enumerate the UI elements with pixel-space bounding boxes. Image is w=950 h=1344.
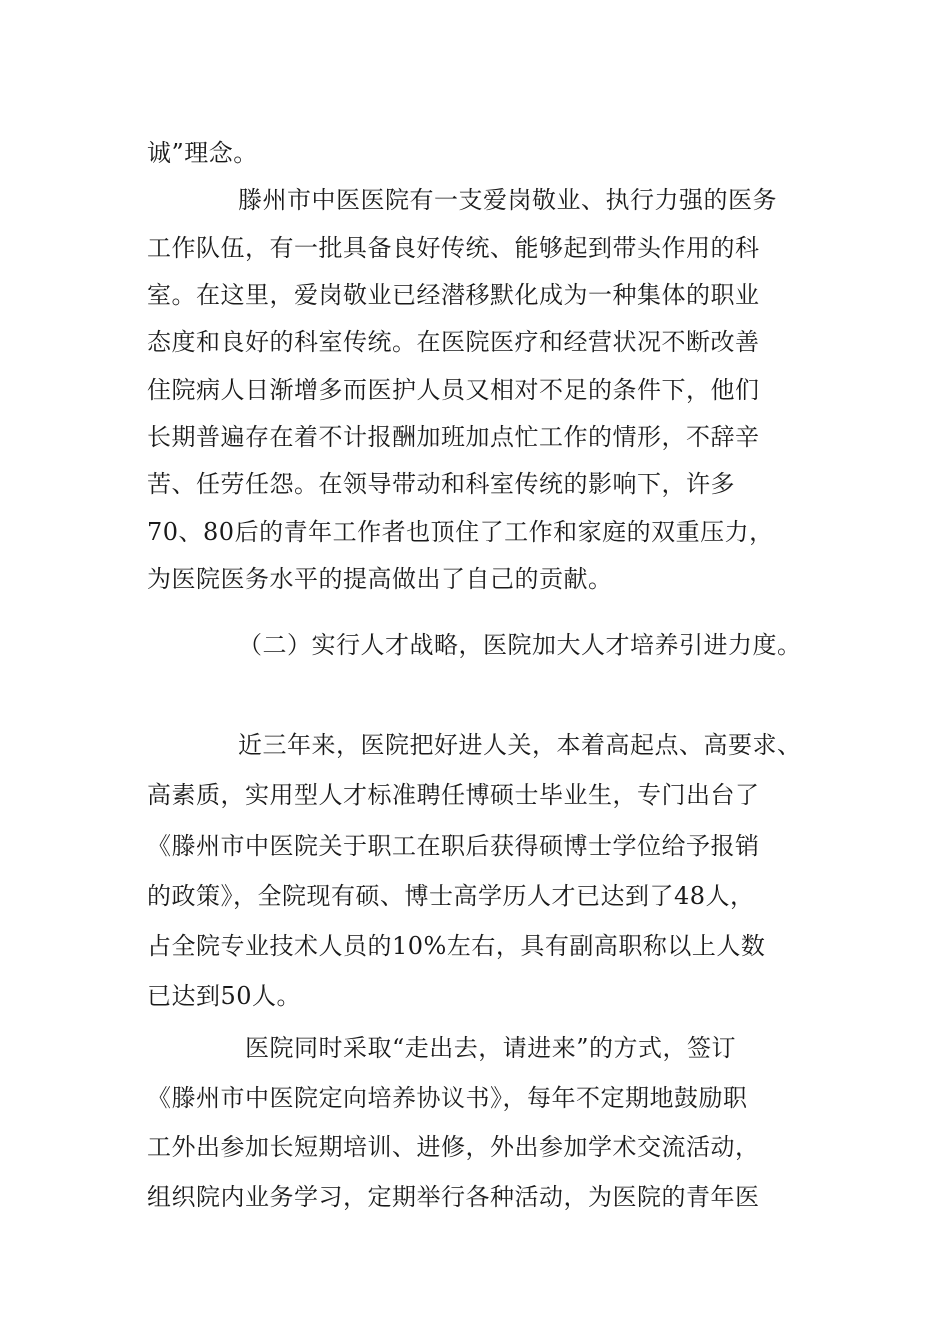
para1-line: 住院病人日渐增多而医护人员又相对不足的条件下，他们 <box>147 376 760 404</box>
para2-line: 的政策》，全院现有硕、博士高学历人才已达到了48人， <box>147 882 755 910</box>
para1-line: 苦、任劳任怨。在领导带动和科室传统的影响下，许多 <box>147 470 735 498</box>
para1-line: 滕州市中医医院有一支爱岗敬业、执行力强的医务 <box>238 186 777 214</box>
para2-line: 近三年来，医院把好进人关，本着高起点、高要求、 <box>238 731 802 759</box>
para3-line: 工外出参加长短期培训、进修，外出参加学术交流活动， <box>147 1133 760 1161</box>
para2-line: 占全院专业技术人员的10%左右，具有副高职称以上人数 <box>147 932 766 960</box>
para3-line: 组织院内业务学习，定期举行各种活动，为医院的青年医 <box>147 1183 760 1211</box>
para2-line: 已达到50人。 <box>147 982 302 1010</box>
para3-line: 《滕州市中医院定向培养协议书》，每年不定期地鼓励职 <box>147 1084 748 1112</box>
para1-line: 70、80后的青年工作者也顶住了工作和家庭的双重压力， <box>147 518 774 546</box>
para2-line: 《滕州市中医院关于职工在职后获得硕博士学位给予报销 <box>147 832 760 860</box>
para1-line: 室。在这里，爱岗敬业已经潜移默化成为一种集体的职业 <box>147 281 760 309</box>
section-heading: （二）实行人才战略，医院加大人才培养引进力度。 <box>238 631 802 659</box>
para1-line: 为医院医务水平的提高做出了自己的贡献。 <box>147 565 613 593</box>
para-intro-tail-line: 诚”理念。 <box>147 139 258 167</box>
para2-line: 高素质，实用型人才标准聘任博硕士毕业生，专门出台了 <box>147 781 760 809</box>
para3-line: 医院同时采取“走出去，请进来”的方式，签订 <box>245 1034 737 1062</box>
para1-line: 态度和良好的科室传统。在医院医疗和经营状况不断改善 <box>147 328 760 356</box>
para1-line: 工作队伍，有一批具备良好传统、能够起到带头作用的科 <box>147 234 760 262</box>
para1-line: 长期普遍存在着不计报酬加班加点忙工作的情形，不辞辛 <box>147 423 760 451</box>
